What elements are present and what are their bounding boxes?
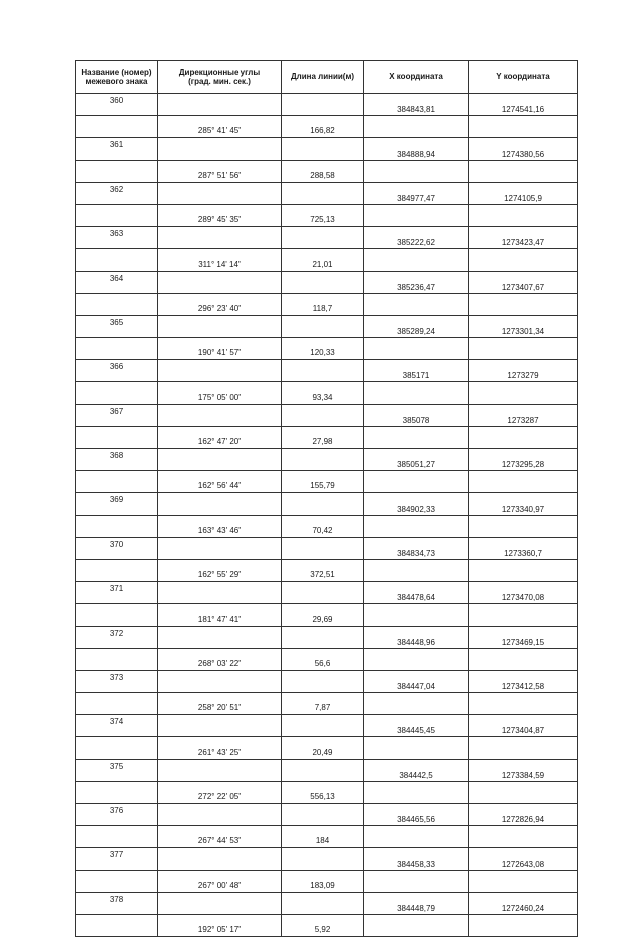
point-name: 369 — [76, 493, 158, 515]
point-name: 378 — [76, 892, 158, 914]
direction-angle: 311° 14' 14" — [158, 249, 282, 271]
x-empty — [364, 914, 469, 936]
line-length: 93,34 — [282, 382, 364, 404]
table-row-point — [76, 493, 578, 515]
table-row-segment — [76, 382, 578, 404]
line-length: 120,33 — [282, 338, 364, 360]
length-empty — [282, 360, 364, 382]
table-row-segment — [76, 914, 578, 936]
direction-angle: 175° 05' 00" — [158, 382, 282, 404]
boundary-points-table — [75, 60, 578, 937]
y-empty — [469, 338, 578, 360]
angle-empty — [158, 94, 282, 116]
length-empty — [282, 759, 364, 781]
y-empty — [469, 471, 578, 493]
table-row-point — [76, 715, 578, 737]
length-empty — [282, 449, 364, 471]
header-x-coordinate: X координата — [364, 61, 469, 94]
length-empty — [282, 227, 364, 249]
angle-empty — [158, 626, 282, 648]
table-row-point — [76, 537, 578, 559]
direction-angle: 162° 56' 44" — [158, 471, 282, 493]
table-row-segment — [76, 204, 578, 226]
x-empty — [364, 693, 469, 715]
line-length: 155,79 — [282, 471, 364, 493]
point-name: 370 — [76, 537, 158, 559]
y-empty — [469, 737, 578, 759]
y-coordinate: 1274541,16 — [469, 94, 578, 116]
length-empty — [282, 537, 364, 559]
line-length: 183,09 — [282, 870, 364, 892]
x-coordinate: 385171 — [364, 360, 469, 382]
y-empty — [469, 382, 578, 404]
y-empty — [469, 693, 578, 715]
line-length: 20,49 — [282, 737, 364, 759]
length-empty — [282, 892, 364, 914]
y-coordinate: 1273469,15 — [469, 626, 578, 648]
y-empty — [469, 648, 578, 670]
direction-angle: 287° 51' 56" — [158, 160, 282, 182]
y-empty — [469, 204, 578, 226]
y-coordinate: 1274380,56 — [469, 138, 578, 160]
x-empty — [364, 160, 469, 182]
point-name: 373 — [76, 670, 158, 692]
angle-empty — [158, 715, 282, 737]
y-coordinate: 1272460,24 — [469, 892, 578, 914]
point-empty — [76, 293, 158, 315]
y-coordinate: 1273279 — [469, 360, 578, 382]
line-length: 725,13 — [282, 204, 364, 226]
point-empty — [76, 737, 158, 759]
point-name: 360 — [76, 94, 158, 116]
x-empty — [364, 515, 469, 537]
angle-empty — [158, 670, 282, 692]
point-name: 363 — [76, 227, 158, 249]
length-empty — [282, 404, 364, 426]
angle-empty — [158, 404, 282, 426]
table-row-point — [76, 271, 578, 293]
table-row-point — [76, 892, 578, 914]
angle-empty — [158, 804, 282, 826]
table-row-point — [76, 804, 578, 826]
x-coordinate: 384448,96 — [364, 626, 469, 648]
direction-angle: 296° 23' 40" — [158, 293, 282, 315]
y-coordinate: 1273384,59 — [469, 759, 578, 781]
y-coordinate: 1273340,97 — [469, 493, 578, 515]
table-row-segment — [76, 781, 578, 803]
angle-empty — [158, 315, 282, 337]
direction-angle: 162° 47' 20" — [158, 426, 282, 448]
table-row-segment — [76, 293, 578, 315]
length-empty — [282, 271, 364, 293]
point-empty — [76, 471, 158, 493]
line-length: 118,7 — [282, 293, 364, 315]
table-row-point — [76, 759, 578, 781]
point-empty — [76, 693, 158, 715]
point-name: 362 — [76, 182, 158, 204]
point-name: 365 — [76, 315, 158, 337]
table-row-point — [76, 449, 578, 471]
table-row-point — [76, 626, 578, 648]
table-row-point — [76, 227, 578, 249]
length-empty — [282, 94, 364, 116]
point-empty — [76, 382, 158, 404]
header-point-name: Название (номер) межевого знака — [76, 61, 158, 94]
x-coordinate: 385222,62 — [364, 227, 469, 249]
x-empty — [364, 204, 469, 226]
x-coordinate: 385078 — [364, 404, 469, 426]
point-empty — [76, 914, 158, 936]
direction-angle: 267° 00' 48" — [158, 870, 282, 892]
table-row-segment — [76, 826, 578, 848]
y-coordinate: 1273295,28 — [469, 449, 578, 471]
angle-empty — [158, 138, 282, 160]
point-empty — [76, 160, 158, 182]
point-empty — [76, 648, 158, 670]
length-empty — [282, 582, 364, 604]
table-row-segment — [76, 116, 578, 138]
x-coordinate: 384465,56 — [364, 804, 469, 826]
y-empty — [469, 249, 578, 271]
table-row-segment — [76, 338, 578, 360]
x-coordinate: 384448,79 — [364, 892, 469, 914]
table-body — [76, 94, 578, 937]
table-row-segment — [76, 648, 578, 670]
point-empty — [76, 826, 158, 848]
point-name: 372 — [76, 626, 158, 648]
table-row-segment — [76, 426, 578, 448]
table-row-segment — [76, 471, 578, 493]
y-empty — [469, 559, 578, 581]
y-coordinate: 1273407,67 — [469, 271, 578, 293]
x-coordinate: 385289,24 — [364, 315, 469, 337]
direction-angle: 192° 05' 17" — [158, 914, 282, 936]
table-row-point — [76, 182, 578, 204]
direction-angle: 272° 22' 05" — [158, 781, 282, 803]
point-empty — [76, 559, 158, 581]
table-row-point — [76, 848, 578, 870]
point-name: 361 — [76, 138, 158, 160]
y-empty — [469, 914, 578, 936]
y-empty — [469, 426, 578, 448]
y-coordinate: 1273301,34 — [469, 315, 578, 337]
table-row-point — [76, 94, 578, 116]
direction-angle: 181° 47' 41" — [158, 604, 282, 626]
direction-angle: 162° 55' 29" — [158, 559, 282, 581]
x-empty — [364, 737, 469, 759]
length-empty — [282, 715, 364, 737]
table-row-segment — [76, 515, 578, 537]
direction-angle: 289° 45' 35" — [158, 204, 282, 226]
table-row-segment — [76, 160, 578, 182]
table-row-point — [76, 582, 578, 604]
x-empty — [364, 604, 469, 626]
x-coordinate: 384888,94 — [364, 138, 469, 160]
x-coordinate: 384478,64 — [364, 582, 469, 604]
y-empty — [469, 826, 578, 848]
point-name: 366 — [76, 360, 158, 382]
table-row-segment — [76, 737, 578, 759]
y-coordinate: 1273423,47 — [469, 227, 578, 249]
line-length: 29,69 — [282, 604, 364, 626]
y-coordinate: 1273412,58 — [469, 670, 578, 692]
x-coordinate: 384977,47 — [364, 182, 469, 204]
x-coordinate: 384458,33 — [364, 848, 469, 870]
angle-empty — [158, 537, 282, 559]
table-row-segment — [76, 559, 578, 581]
point-empty — [76, 426, 158, 448]
table-row-point — [76, 404, 578, 426]
angle-empty — [158, 360, 282, 382]
line-length: 70,42 — [282, 515, 364, 537]
point-name: 371 — [76, 582, 158, 604]
point-name: 367 — [76, 404, 158, 426]
table-row-segment — [76, 604, 578, 626]
point-empty — [76, 515, 158, 537]
length-empty — [282, 626, 364, 648]
point-empty — [76, 870, 158, 892]
line-length: 56,6 — [282, 648, 364, 670]
angle-empty — [158, 182, 282, 204]
point-empty — [76, 781, 158, 803]
line-length: 166,82 — [282, 116, 364, 138]
line-length: 372,51 — [282, 559, 364, 581]
y-empty — [469, 781, 578, 803]
angle-empty — [158, 759, 282, 781]
angle-empty — [158, 582, 282, 604]
header-direction-angles: Дирекционные углы (град. мин. сек.) — [158, 61, 282, 94]
y-coordinate: 1273470,08 — [469, 582, 578, 604]
header-line-length: Длина линии(м) — [282, 61, 364, 94]
length-empty — [282, 138, 364, 160]
y-coordinate: 1273287 — [469, 404, 578, 426]
x-empty — [364, 471, 469, 493]
direction-angle: 267° 44' 53" — [158, 826, 282, 848]
x-empty — [364, 249, 469, 271]
y-empty — [469, 160, 578, 182]
length-empty — [282, 670, 364, 692]
x-coordinate: 384442,5 — [364, 759, 469, 781]
angle-empty — [158, 892, 282, 914]
length-empty — [282, 182, 364, 204]
y-empty — [469, 604, 578, 626]
length-empty — [282, 315, 364, 337]
length-empty — [282, 848, 364, 870]
point-empty — [76, 249, 158, 271]
x-coordinate: 384843,81 — [364, 94, 469, 116]
direction-angle: 190° 41' 57" — [158, 338, 282, 360]
table-row-segment — [76, 870, 578, 892]
point-name: 374 — [76, 715, 158, 737]
point-empty — [76, 338, 158, 360]
line-length: 27,98 — [282, 426, 364, 448]
x-coordinate: 385236,47 — [364, 271, 469, 293]
direction-angle: 258° 20' 51" — [158, 693, 282, 715]
x-coordinate: 384834,73 — [364, 537, 469, 559]
x-empty — [364, 426, 469, 448]
table-header-row — [76, 61, 578, 94]
angle-empty — [158, 848, 282, 870]
length-empty — [282, 493, 364, 515]
point-name: 375 — [76, 759, 158, 781]
x-empty — [364, 382, 469, 404]
y-coordinate: 1273404,87 — [469, 715, 578, 737]
x-empty — [364, 293, 469, 315]
direction-angle: 163° 43' 46" — [158, 515, 282, 537]
point-name: 377 — [76, 848, 158, 870]
x-empty — [364, 116, 469, 138]
line-length: 5,92 — [282, 914, 364, 936]
table-row-point — [76, 315, 578, 337]
y-coordinate: 1272826,94 — [469, 804, 578, 826]
y-coordinate: 1273360,7 — [469, 537, 578, 559]
line-length: 21,01 — [282, 249, 364, 271]
table-row-point — [76, 360, 578, 382]
line-length: 184 — [282, 826, 364, 848]
header-y-coordinate: Y координата — [469, 61, 578, 94]
x-empty — [364, 648, 469, 670]
angle-empty — [158, 227, 282, 249]
line-length: 288,58 — [282, 160, 364, 182]
point-name: 376 — [76, 804, 158, 826]
line-length: 556,13 — [282, 781, 364, 803]
direction-angle: 261° 43' 25" — [158, 737, 282, 759]
x-coordinate: 384902,33 — [364, 493, 469, 515]
x-empty — [364, 870, 469, 892]
table-row-point — [76, 138, 578, 160]
y-empty — [469, 870, 578, 892]
y-coordinate: 1274105,9 — [469, 182, 578, 204]
direction-angle: 268° 03' 22" — [158, 648, 282, 670]
x-empty — [364, 781, 469, 803]
point-empty — [76, 116, 158, 138]
length-empty — [282, 804, 364, 826]
x-coordinate: 384445,45 — [364, 715, 469, 737]
y-empty — [469, 293, 578, 315]
point-empty — [76, 604, 158, 626]
point-empty — [76, 204, 158, 226]
table-row-segment — [76, 693, 578, 715]
direction-angle: 285° 41' 45" — [158, 116, 282, 138]
angle-empty — [158, 449, 282, 471]
angle-empty — [158, 493, 282, 515]
x-empty — [364, 826, 469, 848]
y-empty — [469, 116, 578, 138]
line-length: 7,87 — [282, 693, 364, 715]
table-row-point — [76, 670, 578, 692]
x-empty — [364, 559, 469, 581]
x-coordinate: 384447,04 — [364, 670, 469, 692]
y-empty — [469, 515, 578, 537]
x-empty — [364, 338, 469, 360]
point-name: 368 — [76, 449, 158, 471]
table-row-segment — [76, 249, 578, 271]
angle-empty — [158, 271, 282, 293]
y-coordinate: 1272643,08 — [469, 848, 578, 870]
point-name: 364 — [76, 271, 158, 293]
x-coordinate: 385051,27 — [364, 449, 469, 471]
